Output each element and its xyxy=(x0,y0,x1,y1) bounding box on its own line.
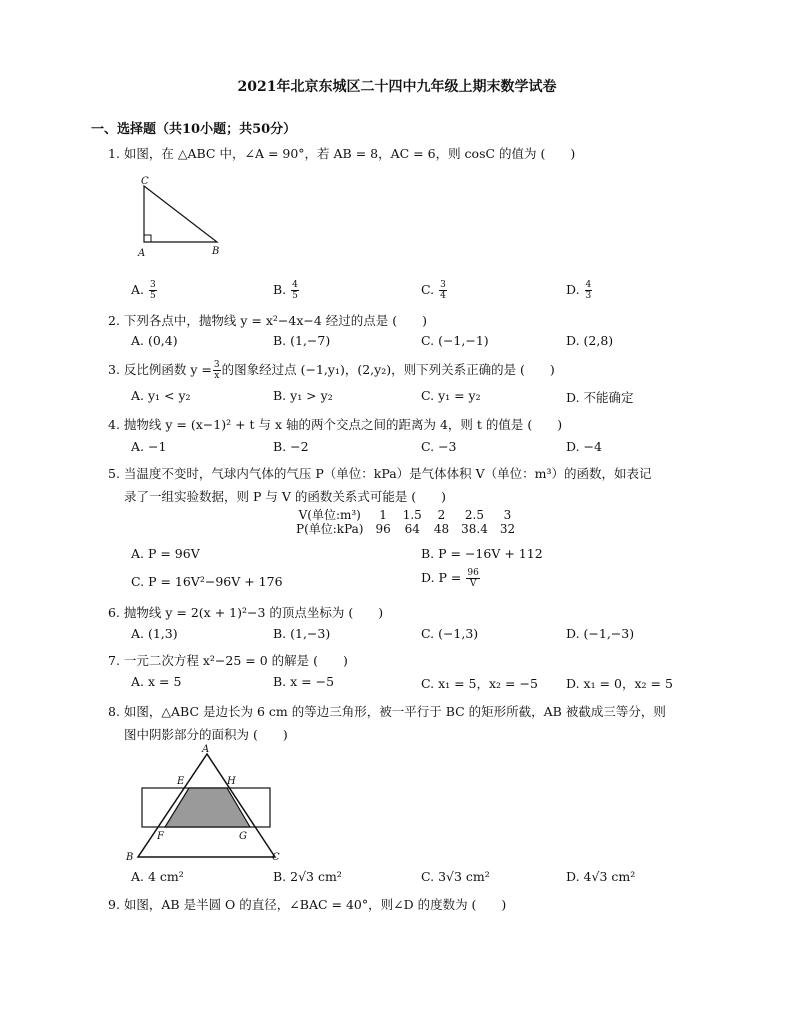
shaded-trapezoid xyxy=(165,788,250,827)
right-angle-mark xyxy=(144,235,151,242)
question-6-stem: 6. 抛物线 y = 2(x + 1)²−3 的顶点坐标为 ( ) xyxy=(108,605,384,620)
q6-option-a[interactable]: A. (1,3) xyxy=(131,626,178,641)
label-h: H xyxy=(227,776,236,787)
q8-option-d[interactable]: D. 4√3 cm² xyxy=(566,869,636,884)
table-cell: 64 xyxy=(404,522,420,536)
q5-option-c[interactable]: C. P = 16V²−96V + 176 xyxy=(131,574,283,589)
q5-option-d[interactable]: D. P = $\frac{96}{V}$ xyxy=(421,568,479,589)
table-cell: 38.4 xyxy=(461,522,488,536)
label-g: G xyxy=(239,831,247,842)
question-5-stem-line2: 录了一组实验数据，则 P 与 V 的函数关系式可能是 ( ) xyxy=(124,489,447,504)
q5-data-table xyxy=(290,508,521,536)
question-8-stem-line1: 8. 如图，△ABC 是边长为 6 cm 的等边三角形，被一平行于 BC 的矩形所截，AB 被截成三等分，则 xyxy=(108,704,666,719)
q6-option-c[interactable]: C. (−1,3) xyxy=(421,626,479,641)
q2-option-d[interactable]: D. (2,8) xyxy=(566,333,614,348)
table-cell: 2.5 xyxy=(464,508,485,522)
table-cell: 96 xyxy=(375,522,391,536)
q2-option-c[interactable]: C. (−1,−1) xyxy=(421,333,489,348)
q4-option-c[interactable]: C. −3 xyxy=(421,439,457,454)
q5-option-a[interactable]: A. P = 96V xyxy=(131,546,200,561)
q3-option-d[interactable]: D. 不能确定 xyxy=(566,390,634,405)
question-1-stem: 1. 如图，在 △ABC 中，∠A = 90°，若 AB = 8，AC = 6，则 cosC 的值为 ( ) xyxy=(108,146,576,161)
label-a: A xyxy=(138,248,146,259)
triangle-rectangle-figure xyxy=(120,740,290,865)
table-row xyxy=(290,508,521,522)
question-5-stem-line1: 5. 当温度不变时，气球内气体的气压 P（单位：kPa）是气体体积 V（单位：m³）的函数，如表记 xyxy=(108,466,652,481)
q4-option-d[interactable]: D. −4 xyxy=(566,439,602,454)
table-row xyxy=(290,522,521,536)
q1-option-d[interactable]: D. $\frac{4}{3}$ xyxy=(566,280,592,301)
question-9-stem: 9. 如图，AB 是半圆 O 的直径，∠BAC = 40°，则∠D 的度数为 ( ) xyxy=(108,897,507,912)
right-triangle-figure xyxy=(132,172,232,260)
table-cell: 48 xyxy=(433,522,450,536)
table-cell: 32 xyxy=(499,522,516,536)
section-heading: 一、选择题（共10小题；共50分） xyxy=(91,122,297,137)
q7-option-a[interactable]: A. x = 5 xyxy=(131,674,182,689)
label-b: B xyxy=(126,852,134,863)
question-4-stem: 4. 抛物线 y = (x−1)² + t 与 x 轴的两个交点之间的距离为 4，则 t 的值是 ( ) xyxy=(108,417,563,432)
table-cell: 2 xyxy=(437,508,446,522)
q1-option-a[interactable]: A. $\frac{3}{5}$ xyxy=(131,280,156,301)
q7-option-b[interactable]: B. x = −5 xyxy=(273,674,335,689)
q7-option-d[interactable]: D. x₁ = 0，x₂ = 5 xyxy=(566,676,673,691)
q3-option-c[interactable]: C. y₁ = y₂ xyxy=(421,388,481,403)
q7-option-c[interactable]: C. x₁ = 5，x₂ = −5 xyxy=(421,676,538,691)
question-2-stem: 2. 下列各点中，抛物线 y = x²−4x−4 经过的点是 ( ) xyxy=(108,313,428,328)
triangle-abc-shape xyxy=(144,186,217,242)
page-title: 2021年北京东城区二十四中九年级上期末数学试卷 xyxy=(237,79,557,95)
q8-option-c[interactable]: C. 3√3 cm² xyxy=(421,869,490,884)
q2-option-b[interactable]: B. (1,−7) xyxy=(273,333,331,348)
question-3-stem: 3. 反比例函数 y = $\frac{3}{x}$ 的图象经过点 (−1,y₁)，(2,y₂)，则下列关系正确的是 ( ) xyxy=(108,360,555,381)
question-8-stem-line2: 图中阴影部分的面积为 ( ) xyxy=(124,727,288,742)
q6-option-d[interactable]: D. (−1,−3) xyxy=(566,626,635,641)
q8-option-a[interactable]: A. 4 cm² xyxy=(131,869,184,884)
table-cell: P(单位:kPa) xyxy=(296,522,364,536)
q5-option-b[interactable]: B. P = −16V + 112 xyxy=(421,546,543,561)
q1-option-b[interactable]: B. $\frac{4}{5}$ xyxy=(273,280,298,301)
label-b: B xyxy=(212,246,220,257)
label-a: A xyxy=(202,744,210,755)
label-f: F xyxy=(157,831,164,842)
q1-option-c[interactable]: C. $\frac{3}{4}$ xyxy=(421,280,446,301)
q4-option-a[interactable]: A. −1 xyxy=(131,439,167,454)
label-c: C xyxy=(141,176,149,187)
table-cell: V(单位:m³) xyxy=(298,508,361,522)
q4-option-b[interactable]: B. −2 xyxy=(273,439,309,454)
q6-option-b[interactable]: B. (1,−3) xyxy=(273,626,331,641)
q2-option-a[interactable]: A. (0,4) xyxy=(131,333,178,348)
table-cell: 1.5 xyxy=(402,508,422,522)
q8-option-b[interactable]: B. 2√3 cm² xyxy=(273,869,342,884)
table-cell: 1 xyxy=(379,508,387,522)
label-c: C xyxy=(272,852,280,863)
q3-option-b[interactable]: B. y₁ > y₂ xyxy=(273,388,333,403)
label-e: E xyxy=(177,776,185,787)
q3-option-a[interactable]: A. y₁ < y₂ xyxy=(131,388,191,403)
question-7-stem: 7. 一元二次方程 x²−25 = 0 的解是 ( ) xyxy=(108,653,348,668)
table-cell: 3 xyxy=(503,508,512,522)
